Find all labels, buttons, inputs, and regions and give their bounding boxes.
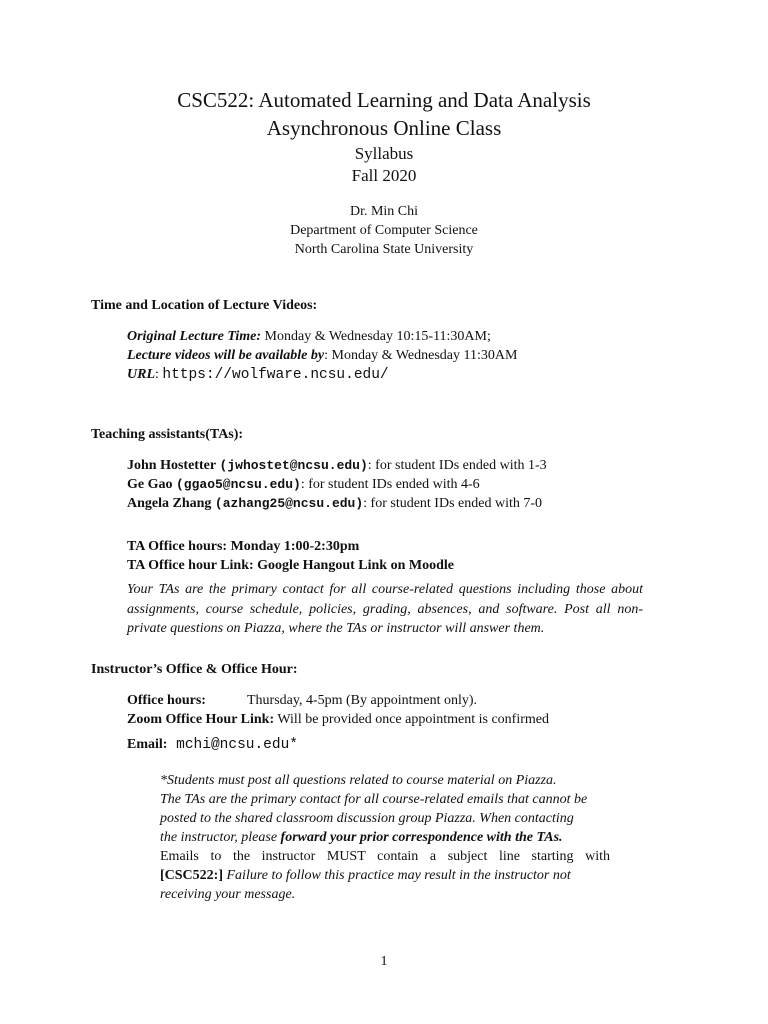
instructor-office-heading: Instructor’s Office & Office Hour: [91, 662, 298, 677]
course-title: CSC522: Automated Learning and Data Analysis [177, 88, 591, 112]
url-link[interactable]: https://wolfware.ncsu.edu/ [162, 367, 389, 383]
email-value[interactable]: mchi@ncsu.edu* [167, 737, 298, 753]
instructor-name: Dr. Min Chi [349, 204, 419, 219]
original-lecture-time [127, 327, 491, 346]
ta-office-link: TA Office hour Link: Google Hangout Link on Moodle [127, 558, 454, 573]
ta-entry [127, 456, 547, 475]
office-hours-value: Thursday, 4-5pm (By appointment only). [247, 693, 478, 708]
ta-name: Angela Zhang [127, 496, 212, 511]
note-subject-tag: [CSC522:] [160, 868, 223, 883]
url-separator: : [155, 367, 163, 382]
ta-email[interactable]: (azhang25@ncsu.edu) [214, 496, 364, 511]
ta-office-hours: TA Office hours: Monday 1:00-2:30pm [127, 539, 360, 554]
contact-policy-note [160, 771, 610, 904]
ta-section-heading: Teaching assistants(TAs): [91, 427, 244, 442]
lecture-url [127, 365, 389, 385]
university: North Carolina State University [294, 242, 474, 257]
instructor-office-hours [127, 691, 477, 710]
instructor-email [127, 735, 298, 755]
videos-available [127, 346, 517, 365]
note-subject-line: Emails to the instructor MUST contain a subject line starting with [160, 849, 610, 864]
note-line: The TAs are the primary contact for all course-related emails that cannot be [160, 792, 588, 807]
ta-name: John Hostetter [127, 458, 217, 473]
page-number: 1 [380, 954, 388, 969]
note-line [160, 828, 610, 847]
videos-available-value: : Monday & Wednesday 11:30AM [324, 348, 518, 363]
ta-email[interactable]: (jwhostet@ncsu.edu) [219, 458, 368, 473]
term: Fall 2020 [351, 166, 417, 185]
videos-available-label: Lecture videos will be available by [127, 348, 325, 363]
office-hours-label: Office hours: [127, 693, 206, 708]
original-lecture-label: Original Lecture Time: [127, 329, 262, 344]
email-label: Email: [127, 737, 168, 752]
document-subtitle: Syllabus [354, 144, 414, 163]
department: Department of Computer Science [290, 223, 478, 238]
ta-name: Ge Gao [127, 477, 173, 492]
ta-entry [127, 475, 480, 494]
note-line [160, 866, 610, 885]
note-line: posted to the shared classroom discussion group Piazza. When contacting [160, 811, 574, 826]
ta-ids: : for student IDs ended with 7-0 [363, 496, 543, 511]
zoom-label: Zoom Office Hour Link: [127, 712, 275, 727]
ta-ids: : for student IDs ended with 4-6 [300, 477, 480, 492]
note-forward-emphasis: forward your prior correspondence with the TAs. [280, 830, 563, 845]
zoom-value: Will be provided once appointment is confirmed [274, 712, 549, 727]
note-line: receiving your message. [160, 887, 296, 902]
note-line: *Students must post all questions related to course material on Piazza. [160, 773, 557, 788]
ta-entry [127, 494, 542, 513]
course-format: Asynchronous Online Class [266, 116, 502, 140]
zoom-office-link [127, 710, 549, 729]
lecture-section-heading: Time and Location of Lecture Videos: [91, 298, 318, 313]
note-failure-text: Failure to follow this practice may result in the instructor not [223, 868, 571, 883]
url-label: URL [127, 367, 155, 382]
original-lecture-value: Monday & Wednesday 10:15-11:30AM; [261, 329, 491, 344]
ta-email[interactable]: (ggao5@ncsu.edu) [176, 477, 301, 492]
ta-ids: : for student IDs ended with 1-3 [367, 458, 547, 473]
ta-primary-contact-note: Your TAs are the primary contact for all course-related questions including those about assignments, course schedule, policies, grading, absences, and software. Post all non-private questions on Piazza, where the TAs or instructor will answer them. [127, 582, 643, 636]
note-forward-text: the instructor, please [160, 830, 281, 845]
